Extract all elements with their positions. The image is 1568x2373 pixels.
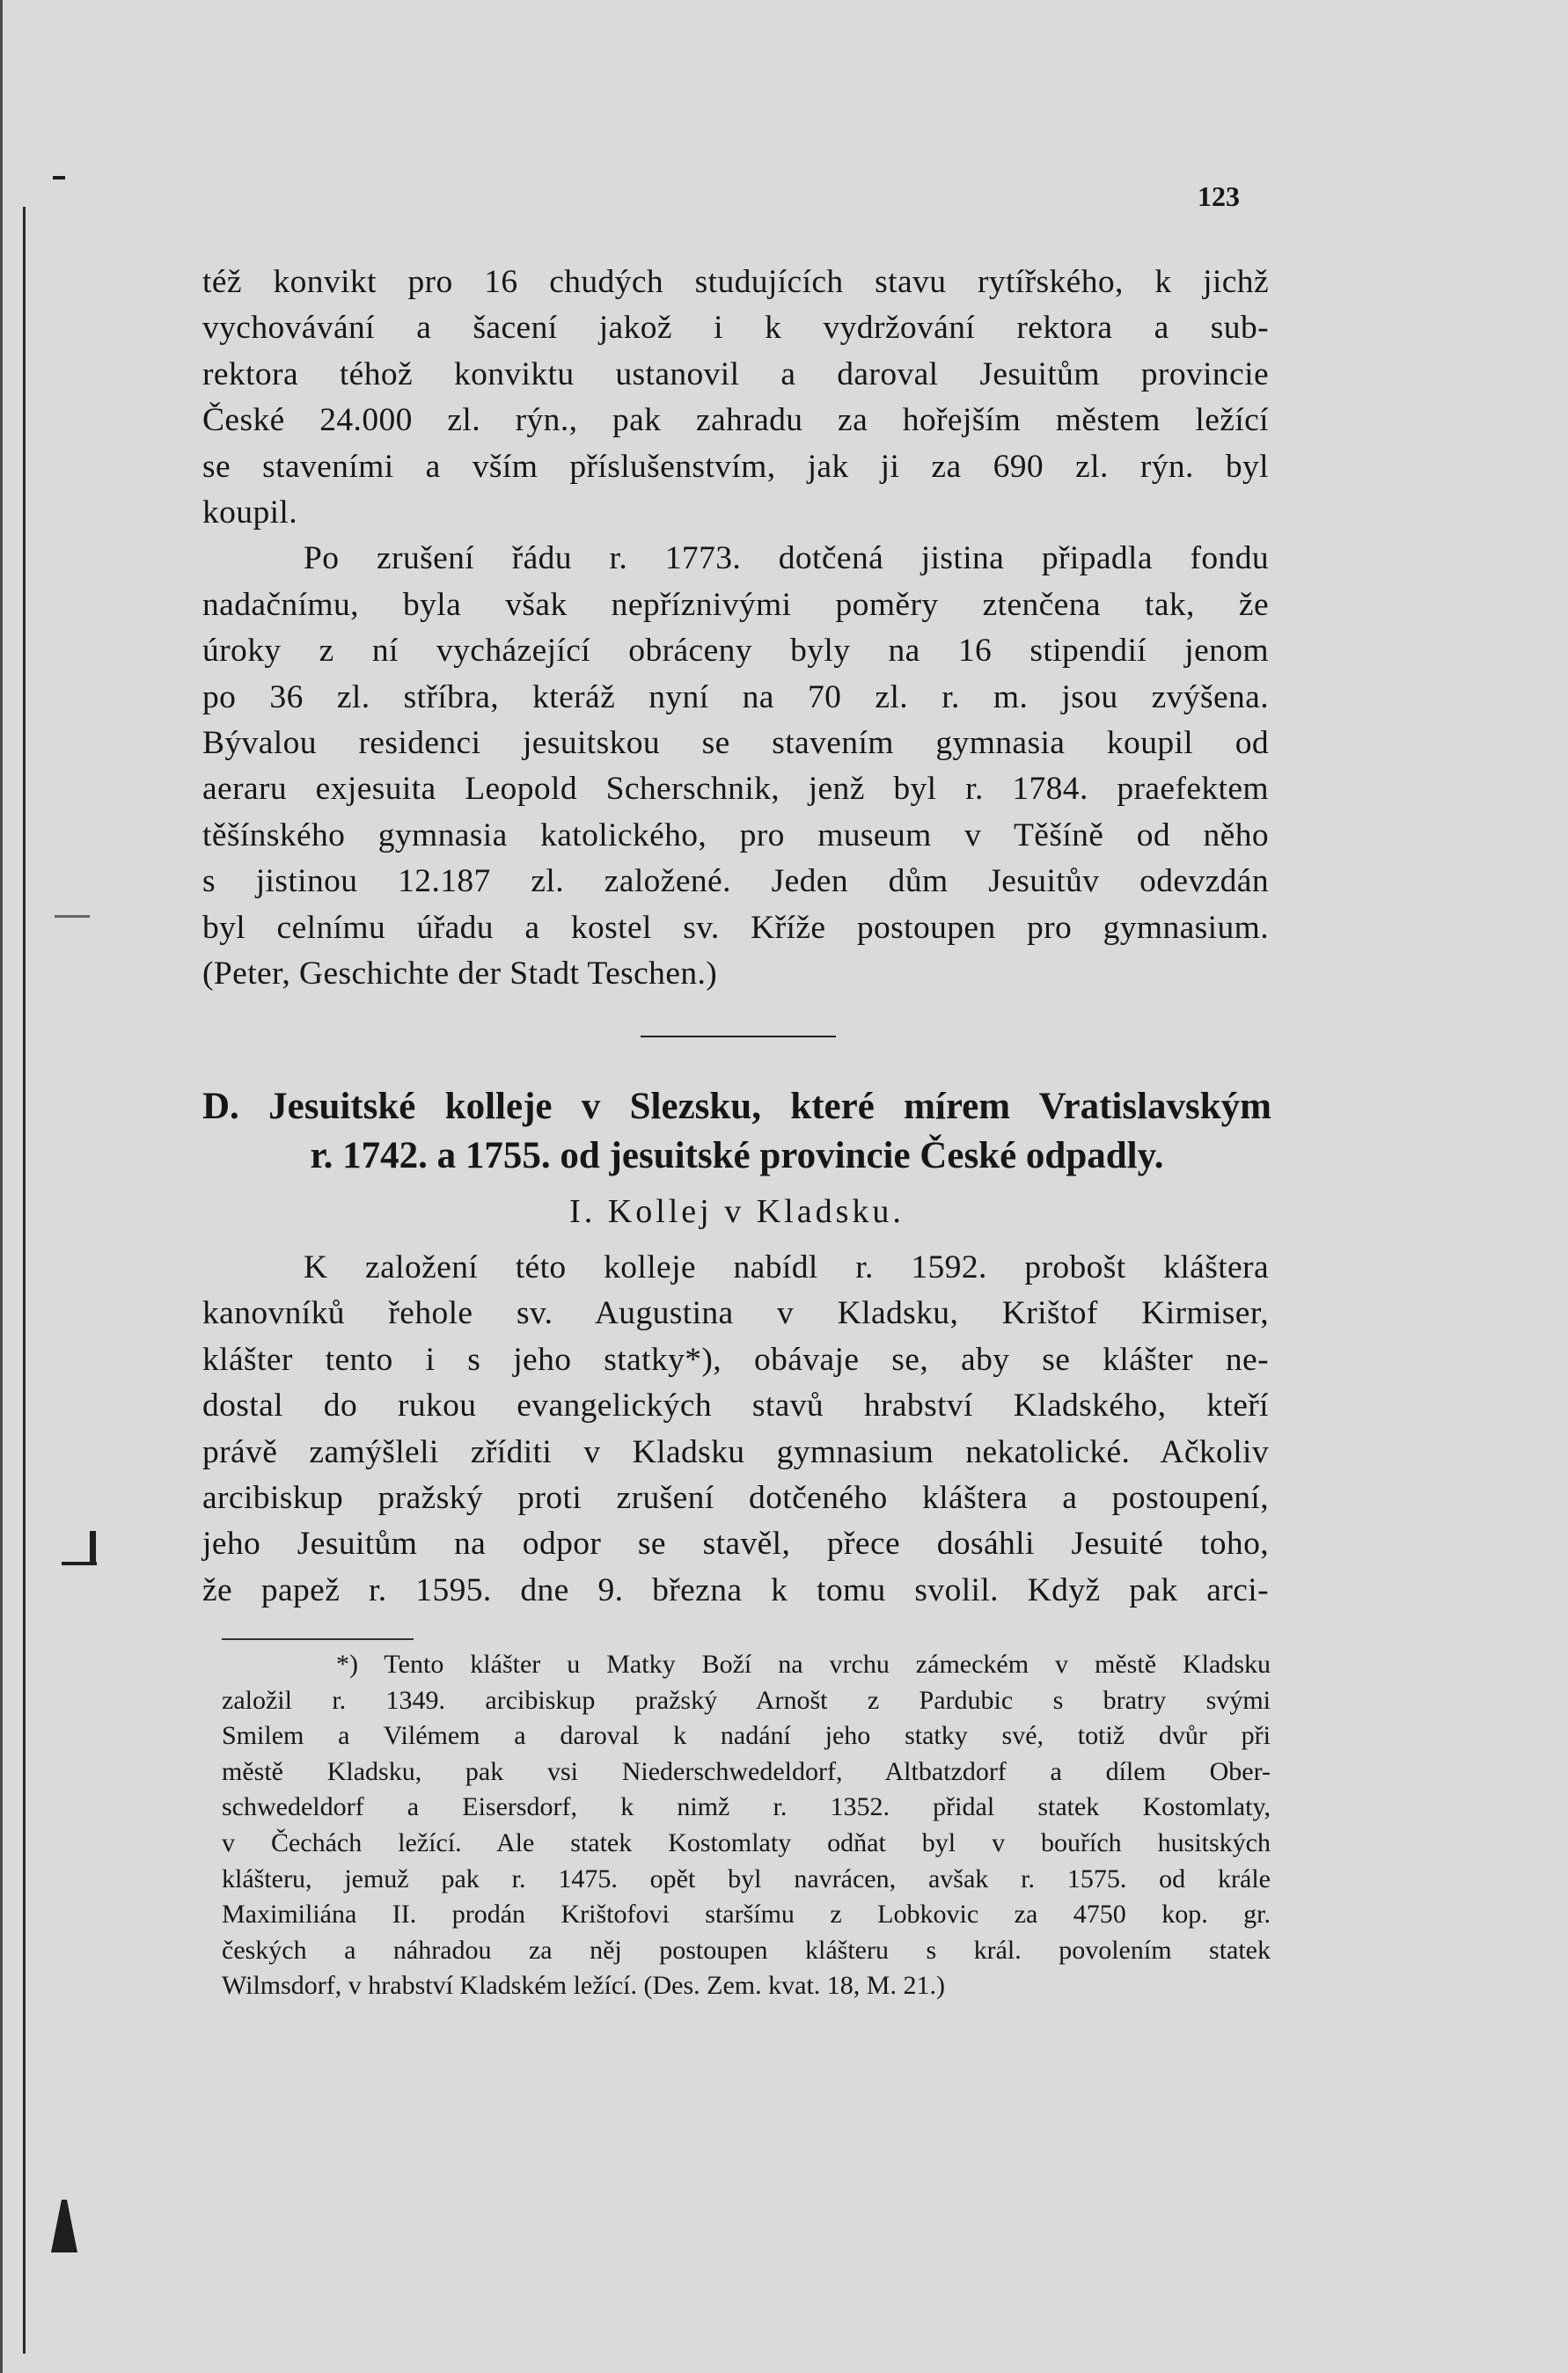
text-line: rektora téhož konviktu ustanovil a daroval Jesuitům provincie [202, 355, 1269, 392]
text-line: Bývalou residenci jesuitskou se stavením gymnasia koupil od [202, 725, 1269, 762]
footnote-line: *) Tento klášter u Matky Boží na vrchu zámeckém v městě Kladsku [336, 1650, 1271, 1679]
page-margin-rule [23, 207, 26, 2354]
text-line: po 36 zl. stříbra, kteráž nyní na 70 zl. r. m. jsou zvýšena. [202, 678, 1269, 715]
text-line: (Peter, Geschichte der Stadt Teschen.) [202, 956, 718, 992]
text-line: Po zrušení řádu r. 1773. dotčená jistina připadla fondu [304, 540, 1269, 577]
paragraph-kladsko [202, 1245, 1269, 1614]
footnote-line: českých a náhradou za něj postoupen klášteru s král. povolením statek [222, 1935, 1271, 1965]
footnote [222, 1647, 1271, 2004]
section-heading-line: D. Jesuitské kolleje v Slezsku, které mírem Vratislavským [202, 1086, 1271, 1127]
text-line: K založení této kolleje nabídl r. 1592. probošt kláštera [304, 1249, 1269, 1285]
text-line: jeho Jesuitům na odpor se stavěl, přece dosáhli Jesuité toho, [202, 1526, 1269, 1563]
footnote-line: Wilmsdorf, v hrabství Kladském ležící. (Des. Zem. kvat. 18, M. 21.) [222, 1971, 945, 2001]
text-line: byl celnímu úřadu a kostel sv. Kříže postoupen pro gymnasium. [202, 909, 1269, 946]
text-line: že papež r. 1595. dne 9. března k tomu svolil. Když pak arci- [202, 1571, 1269, 1608]
margin-mark [90, 1531, 96, 1564]
footnote-line: založil r. 1349. arcibiskup pražský Arnošt z Pardubic s bratry svými [222, 1685, 1271, 1715]
section-divider [641, 1036, 836, 1037]
paragraph-continuation [202, 260, 1269, 998]
text-line: koupil. [202, 494, 298, 531]
footnote-line: klášteru, jemuž pak r. 1475. opět byl navrácen, avšak r. 1575. od krále [222, 1864, 1271, 1893]
text-line: též konvikt pro 16 chudých studujících stavu rytířského, k jichž [202, 264, 1269, 300]
text-line: s jistinou 12.187 zl. založené. Jeden dům Jesuitův odevzdán [202, 863, 1269, 900]
footnote-rule [222, 1638, 414, 1640]
text-line: těšínského gymnasia katolického, pro museum v Těšíně od něho [202, 817, 1269, 853]
footnote-line: v Čechách ležící. Ale statek Kostomlaty odňat byl v bouřích husitských [222, 1827, 1271, 1857]
text-line: České 24.000 zl. rýn., pak zahradu za hořejším městem ležící [202, 402, 1269, 439]
section-heading-line: r. 1742. a 1755. od jesuitské provincie České odpadly. [310, 1135, 1164, 1176]
text-line: vychovávání a šacení jakož i k vydržování rektora a sub- [202, 310, 1269, 347]
footnote-line: Smilem a Vilémem a daroval k nadání jeho statky své, totiž dvůr při [222, 1721, 1271, 1751]
text-line: aeraru exjesuita Leopold Scherschnik, jenž byl r. 1784. praefektem [202, 771, 1269, 808]
footnote-line: schwedeldorf a Eisersdorf, k nimž r. 1352. přidal statek Kostomlaty, [222, 1792, 1271, 1822]
footnote-line: Maximiliána II. prodán Krištofovi staršímu z Lobkovic za 4750 kop. gr. [222, 1900, 1271, 1930]
text-line: klášter tento i s jeho statky*), obávaje se, aby se klášter ne- [202, 1341, 1269, 1378]
text-line: nadačnímu, byla však nepříznivými poměry ztenčena tak, že [202, 586, 1269, 623]
section-heading [202, 1082, 1271, 1181]
page-binding-edge [0, 0, 3, 2373]
text-line: kanovníků řehole sv. Augustina v Kladsku, Krištof Kirmiser, [202, 1295, 1269, 1332]
text-line: arcibiskup pražský proti zrušení dotčeného kláštera a postoupení, [202, 1480, 1269, 1517]
text-line: dostal do rukou evangelických stavů hrabství Kladského, kteří [202, 1388, 1269, 1425]
margin-mark [53, 176, 65, 179]
text-line: se staveními a vším příslušenstvím, jak ji za 690 zl. rýn. byl [202, 448, 1269, 485]
text-line: právě zamýšleli zříditi v Kladsku gymnasium nekatolické. Ačkoliv [202, 1433, 1269, 1470]
subsection-heading: I. Kollej v Kladsku. [569, 1193, 905, 1230]
text-line: úroky z ní vycházející obráceny byly na 16 stipendií jenom [202, 633, 1269, 670]
margin-mark [55, 915, 90, 918]
footnote-line: městě Kladsku, pak vsi Niederschwedeldorf, Altbatzdorf a dílem Ober- [222, 1756, 1271, 1786]
margin-mark [51, 2200, 77, 2252]
page-number: 123 [1198, 180, 1240, 212]
